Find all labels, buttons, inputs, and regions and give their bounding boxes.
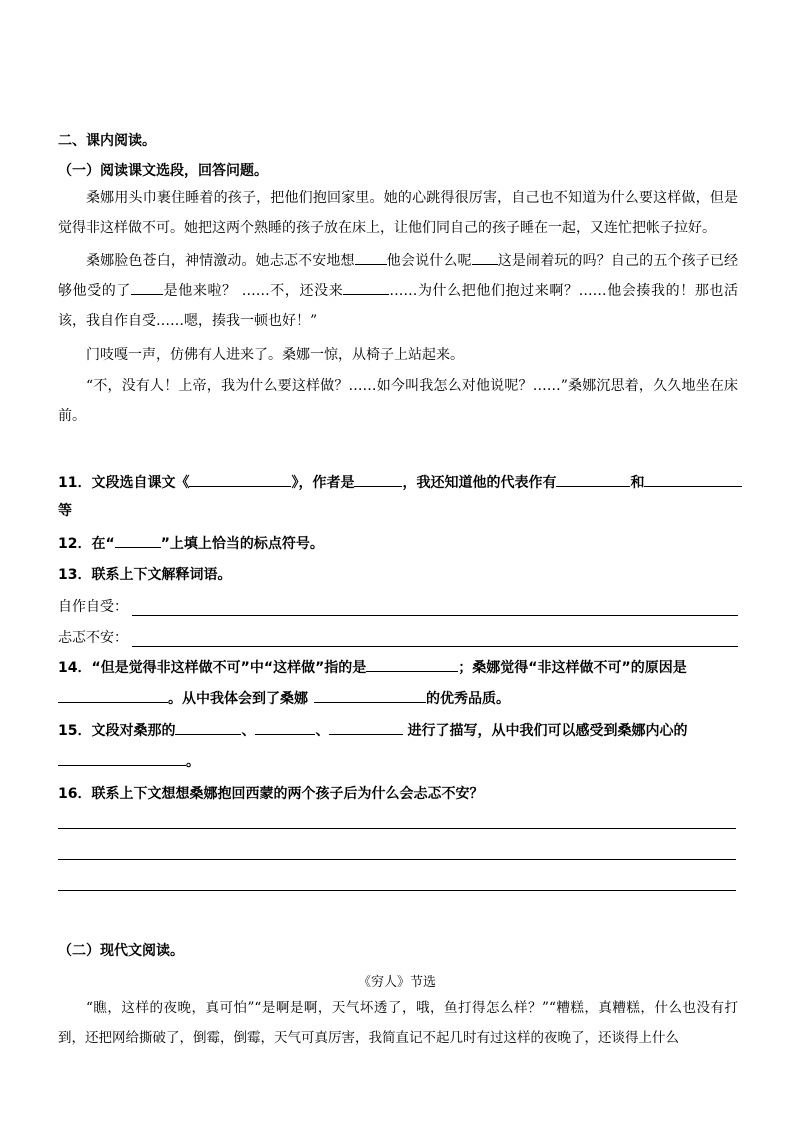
answer-line[interactable] (58, 859, 736, 860)
answer-line[interactable] (58, 828, 736, 829)
question-12: 12．在“ ”上填上恰当的标点符号。 (58, 533, 738, 554)
answer-line[interactable] (132, 645, 738, 647)
passage-title: 《穷人》节选 (357, 975, 436, 990)
part1-heading: （一）阅读课文选段，回答问题。 (58, 163, 268, 179)
answer-blank[interactable] (354, 472, 402, 487)
answer-blank[interactable] (366, 657, 458, 672)
definition-row-1: 自作自受： (58, 596, 738, 616)
answer-line[interactable] (132, 614, 738, 616)
question-14: 14．“但是觉得非这样做不可”中“这样做”指的是 ；桑娜觉得“非这样做不可”的原因是 (58, 657, 738, 678)
question-11-tail: 等 (58, 503, 72, 519)
question-15-cont: 。 (58, 751, 738, 772)
question-15: 15．文段对桑那的 、 、 进行了描写，从中我们可以感受到桑娜内心的 (58, 720, 738, 741)
answer-blank[interactable] (189, 472, 291, 487)
answer-line[interactable] (58, 890, 736, 891)
question-16: 16．联系上下文想想桑娜抱回西蒙的两个孩子后为什么会忐忑不安？ (58, 786, 484, 802)
answer-blank[interactable] (556, 472, 630, 487)
passage-paragraph-4: “不，没有人！上帝，我为什么要这样做？……如今叫我怎么对他说呢？……”桑娜沉思着，久久地坐在床前。 (58, 378, 738, 424)
passage2-paragraph: “瞧，这样的夜晚，真可怕”“是啊是啊，天气坏透了，哦，鱼打得怎么样？”“糟糕，真糟糕，什么也没有打到，还把网给撕破了，倒霉，倒霉，天气可真厉害，我简直记不起几时有过这样的夜晚了，还谈得上什么 (58, 1000, 738, 1046)
section-heading: 二、课内阅读。 (58, 133, 156, 149)
question-14-cont: 。从中我体会到了桑娜 的优秀品质。 (58, 688, 738, 709)
passage-paragraph-3: 门吱嘎一声，仿佛有人进来了。桑娜一惊，从椅子上站起来。 (86, 347, 464, 363)
passage-paragraph-1: 桑娜用头巾裹住睡着的孩子，把他们抱回家里。她的心跳得很厉害，自己也不知道为什么要这样做，但是觉得非这样做不可。她把这两个熟睡的孩子放在床上，让他们同自己的孩子睡在一起，又连忙把帐子拉好。 (58, 190, 738, 236)
punctuation-blank[interactable] (343, 280, 389, 295)
answer-blank[interactable] (644, 472, 742, 487)
answer-blank[interactable] (175, 720, 241, 735)
question-11: 11．文段选自课文《 》，作者是 ，我还知道他的代表作有 和 (58, 472, 738, 493)
answer-blank[interactable] (329, 720, 403, 735)
punctuation-blank[interactable] (472, 250, 498, 265)
punctuation-blank[interactable] (355, 250, 387, 265)
answer-blank[interactable] (314, 688, 426, 703)
answer-blank[interactable] (58, 688, 168, 703)
question-13: 13．联系上下文解释词语。 (58, 567, 232, 583)
punctuation-blank[interactable] (131, 280, 163, 295)
answer-blank[interactable] (115, 533, 161, 548)
answer-blank[interactable] (58, 751, 186, 766)
answer-blank[interactable] (255, 720, 315, 735)
part2-heading: （二）现代文阅读。 (58, 943, 184, 959)
definition-row-2: 忐忑不安： (58, 627, 738, 647)
passage-paragraph-2: 桑娜脸色苍白，神情激动。她忐忑不安地想 他会说什么呢 这是闹着玩的吗？自己的五个孩子已经够他受的了 是他来啦？ ……不，还没来 ……为什么把他们抱过来啊？……他会揍我的！那也活该，我自作自受……嗯，揍我一顿也好！” (58, 246, 738, 336)
